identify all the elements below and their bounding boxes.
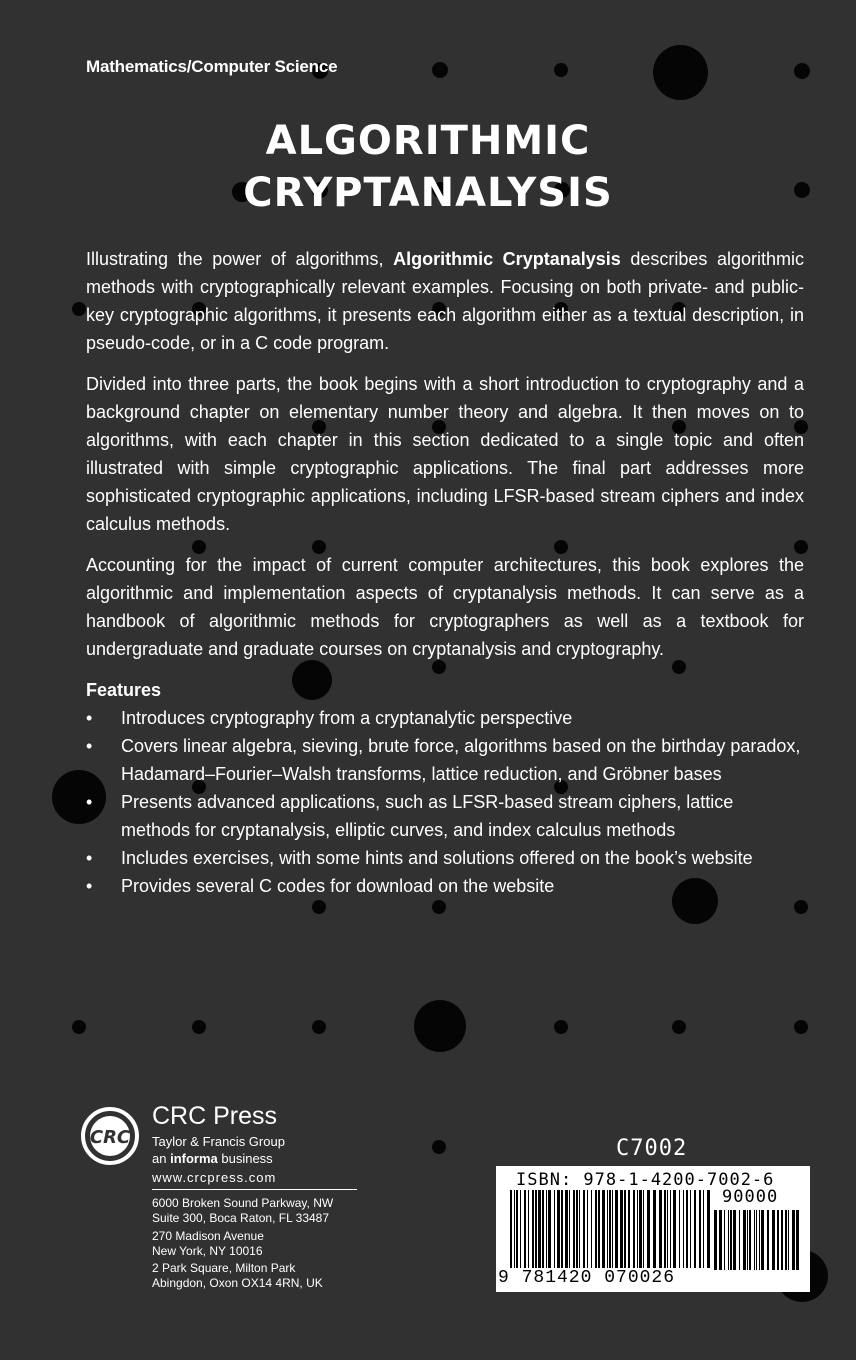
divider <box>152 1189 357 1190</box>
barcode-bar <box>546 1190 547 1268</box>
publisher-business: an informa business <box>152 1151 273 1166</box>
barcode-bar <box>561 1190 563 1268</box>
barcode-bar <box>647 1190 650 1268</box>
category-label: Mathematics/Computer Science <box>86 57 338 76</box>
barcode-bar <box>761 1210 764 1270</box>
barcode-bar <box>694 1190 696 1268</box>
publisher-name: CRC Press <box>152 1102 278 1130</box>
barcode-bar <box>792 1210 795 1270</box>
barcode-bar <box>754 1210 755 1270</box>
barcode-bar <box>548 1190 551 1268</box>
publisher-group: Taylor & Francis Group <box>152 1134 285 1149</box>
barcode-bar <box>781 1210 783 1270</box>
barcode-bar <box>733 1210 736 1270</box>
description-paragraph-1: Illustrating the power of algorithms, Algorithmic Cryptanalysis describes algorithmic methods with cryptographically relevant examples. Focusing on both private- and public-key cryptographic algorithms, it presents each algorithm either as a textual description, in pseudo-code, or in a C code program. <box>86 249 804 353</box>
feature-item: • Covers linear algebra, sieving, brute force, algorithms based on the birthday paradox, Hadamard–Fourier–Walsh transforms, lattice reduction, and Gröbner bases <box>86 732 804 788</box>
catalog-code: C7002 <box>616 1136 688 1161</box>
svg-text:CRC: CRC <box>89 1127 131 1148</box>
barcode-bar <box>538 1190 541 1268</box>
barcode-bar <box>542 1190 544 1268</box>
barcode-bar <box>565 1190 568 1268</box>
bullet-icon: • <box>86 848 93 868</box>
barcode-bar <box>639 1190 642 1268</box>
features-heading: Features <box>86 680 162 700</box>
barcode-bar <box>624 1190 626 1268</box>
book-title-line-2: CRYPTANALYSIS <box>243 170 613 216</box>
barcode-bar <box>749 1210 751 1270</box>
book-title-inline: Algorithmic Cryptanalysis <box>393 249 621 269</box>
bullet-icon: • <box>86 792 93 812</box>
barcode-bar <box>595 1190 597 1268</box>
features-list <box>86 704 804 900</box>
ean-barcode-bars <box>510 1190 710 1268</box>
barcode-bar <box>535 1190 537 1268</box>
barcode-bar <box>528 1190 529 1268</box>
feature-item: • Introduces cryptography from a cryptanalytic perspective <box>86 704 804 732</box>
addon-barcode-bars <box>714 1210 800 1270</box>
barcode-bar <box>743 1210 746 1270</box>
barcode-bar <box>683 1190 684 1268</box>
isbn-text: ISBN: 978-1-4200-7002-6 <box>516 1170 775 1190</box>
barcode-bar <box>615 1190 618 1268</box>
barcode-bar <box>747 1210 748 1270</box>
barcode-bar <box>679 1190 680 1268</box>
barcode-bar <box>514 1190 515 1268</box>
barcode-bar <box>587 1190 588 1268</box>
address-1: 6000 Broken Sound Parkway, NW Suite 300, Boca Raton, FL 33487 <box>152 1196 334 1225</box>
barcode-bar <box>576 1190 578 1268</box>
barcode-bar <box>724 1210 725 1270</box>
barcode-bar <box>579 1190 580 1268</box>
barcode-bar <box>739 1210 740 1270</box>
barcode-bar <box>673 1190 676 1268</box>
barcode-bar <box>759 1210 760 1270</box>
barcode-bar <box>785 1210 787 1270</box>
barcode-bar <box>609 1190 611 1268</box>
barcode-bar <box>714 1210 717 1270</box>
barcode-bar <box>583 1190 585 1268</box>
address-3: 2 Park Square, Milton Park Abingdon, Oxon OX14 4RN, UK <box>152 1261 323 1290</box>
barcode-bar <box>703 1190 704 1268</box>
barcode-bar <box>772 1210 775 1270</box>
barcode-bar <box>520 1190 521 1268</box>
barcode-bar <box>728 1210 729 1270</box>
barcode-bar <box>516 1190 518 1268</box>
barcode-bar <box>788 1210 789 1270</box>
barcode-bar <box>756 1210 757 1270</box>
barcode-bar <box>653 1190 656 1268</box>
address-2: 270 Madison Avenue New York, NY 10016 <box>152 1229 264 1258</box>
publisher-url: www.crcpress.com <box>152 1170 277 1185</box>
barcode-bar <box>707 1190 710 1268</box>
barcode-bar <box>612 1190 613 1268</box>
barcode-bar <box>730 1210 732 1270</box>
barcode-bar <box>777 1210 779 1270</box>
barcode-bar <box>633 1190 635 1268</box>
barcode-bar <box>591 1190 592 1268</box>
description-paragraph-3: Accounting for the impact of current computer architectures, this book explores the algorithmic and implementation aspects of cryptanalysis methods. It can serve as a handbook of algorithmic methods for cryptographers as well as a textbook for undergraduate and graduate courses on cryptanalysis and cryptography. <box>86 555 804 659</box>
barcode-bar <box>557 1190 560 1268</box>
barcode-bar <box>573 1190 575 1268</box>
barcode-bar <box>670 1190 671 1268</box>
barcode-bar <box>620 1190 623 1268</box>
barcode-bar <box>598 1190 600 1268</box>
barcode-bar <box>532 1190 534 1268</box>
barcode-bar <box>767 1210 769 1270</box>
bullet-icon: • <box>86 876 93 896</box>
description-block <box>86 245 804 900</box>
description-paragraph-2: Divided into three parts, the book begins with a short introduction to cryptography and a background chapter on elementary number theory and algebra. It then moves on to algorithms, with each chapter in this section dedicated to a single topic and often illustrated with simple cryptographic applications. The final part addresses more sophisticated cryptographic applications, including LFSR-based stream ciphers and index calculus methods. <box>86 374 804 534</box>
crc-logo-icon <box>80 1106 140 1166</box>
barcode-bar <box>796 1210 799 1270</box>
barcode-bar <box>554 1190 555 1268</box>
barcode-bar <box>686 1190 688 1268</box>
barcode-bar <box>628 1190 630 1268</box>
barcode-bar <box>690 1190 691 1268</box>
barcode-bar <box>659 1190 662 1268</box>
barcode-panel <box>496 1166 810 1292</box>
barcode-bar <box>524 1190 526 1268</box>
price-code: 90000 <box>722 1187 779 1207</box>
feature-item: • Includes exercises, with some hints and solutions offered on the book’s website <box>86 844 804 872</box>
feature-item: • Provides several C codes for download on the website <box>86 872 804 900</box>
feature-item: • Presents advanced applications, such as LFSR-based stream ciphers, lattice methods for cryptanalysis, elliptic curves, and index calculus methods <box>86 788 804 844</box>
bullet-icon: • <box>86 736 93 756</box>
barcode-bar <box>643 1190 644 1268</box>
bullet-icon: • <box>86 708 93 728</box>
barcode-bar <box>699 1190 701 1268</box>
barcode-bar <box>719 1210 722 1270</box>
barcode-bar <box>637 1190 638 1268</box>
barcode-bar <box>607 1190 608 1268</box>
barcode-bar <box>664 1190 666 1268</box>
barcode-bar <box>602 1190 605 1268</box>
barcode-bar <box>667 1190 668 1268</box>
ean-number: 9 781420 070026 <box>498 1268 676 1288</box>
book-title-line-1: ALGORITHMIC <box>265 118 591 164</box>
barcode-bar <box>510 1190 512 1268</box>
barcode-bar <box>569 1190 570 1268</box>
